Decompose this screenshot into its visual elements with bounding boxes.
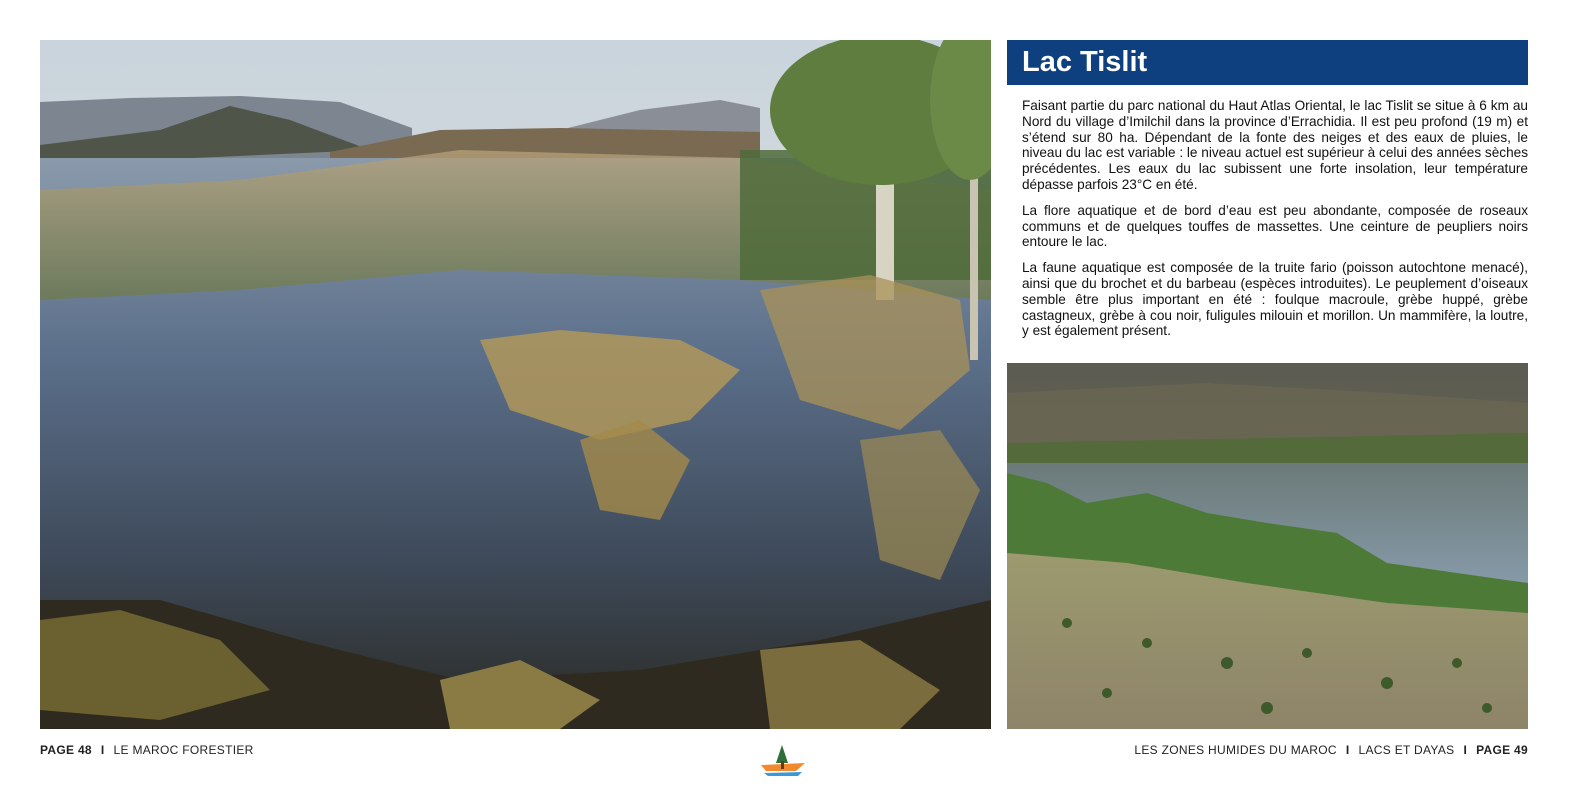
footer-separator: I xyxy=(100,743,105,757)
lake-photo-main xyxy=(40,40,991,729)
right-section-title: LES ZONES HUMIDES DU MAROC xyxy=(1134,743,1337,757)
article-body xyxy=(1022,98,1528,349)
footer-right xyxy=(1134,743,1528,757)
footer-separator: I xyxy=(1463,743,1468,757)
article-title: Lac Tislit xyxy=(1022,46,1148,78)
right-page-number: PAGE 49 xyxy=(1476,743,1528,757)
paragraph-location: Faisant partie du parc national du Haut Atlas Oriental, le lac Tislit se situe à 6 km au Nord du village d’Imilchil dans la province d’Errachidia. Il est peu profond (19 m) et s’étend sur 80 ha. Dépendant de la fonte des neiges et des eaux de pluies, le niveau du lac est variable : le niveau actuel est supérieur à celui des années sèches précédentes. Les eaux du lac subissent une forte insolation, leur température dépasse parfois 23°C en été. xyxy=(1022,98,1528,192)
right-chapter-title: LACS ET DAYAS xyxy=(1358,743,1455,757)
paragraph-flora: La flore aquatique et de bord d’eau est peu abondante, composée de roseaux communs et de quelques touffes de massettes. Une ceinture de peupliers noirs entoure le lac. xyxy=(1022,202,1528,250)
left-book-title: LE MAROC FORESTIER xyxy=(113,743,254,757)
forest-logo-icon xyxy=(758,743,808,781)
lake-photo-secondary xyxy=(1007,363,1528,729)
footer-left xyxy=(40,743,254,757)
left-page-number: PAGE 48 xyxy=(40,743,92,757)
article-title-bar xyxy=(1007,40,1528,85)
footer-separator: I xyxy=(1345,743,1350,757)
paragraph-fauna: La faune aquatique est composée de la truite fario (poisson autochtone menacé), ainsi que du brochet et du barbeau (espèces introduites). Le peuplement d’oiseaux semble être plus important en été : foulque macroule, grèbe huppé, grèbe castagneux, grèbe à cou noir, fuligules milouin et morillon. Un mammifère, la loutre, y est également présent. xyxy=(1022,260,1528,339)
